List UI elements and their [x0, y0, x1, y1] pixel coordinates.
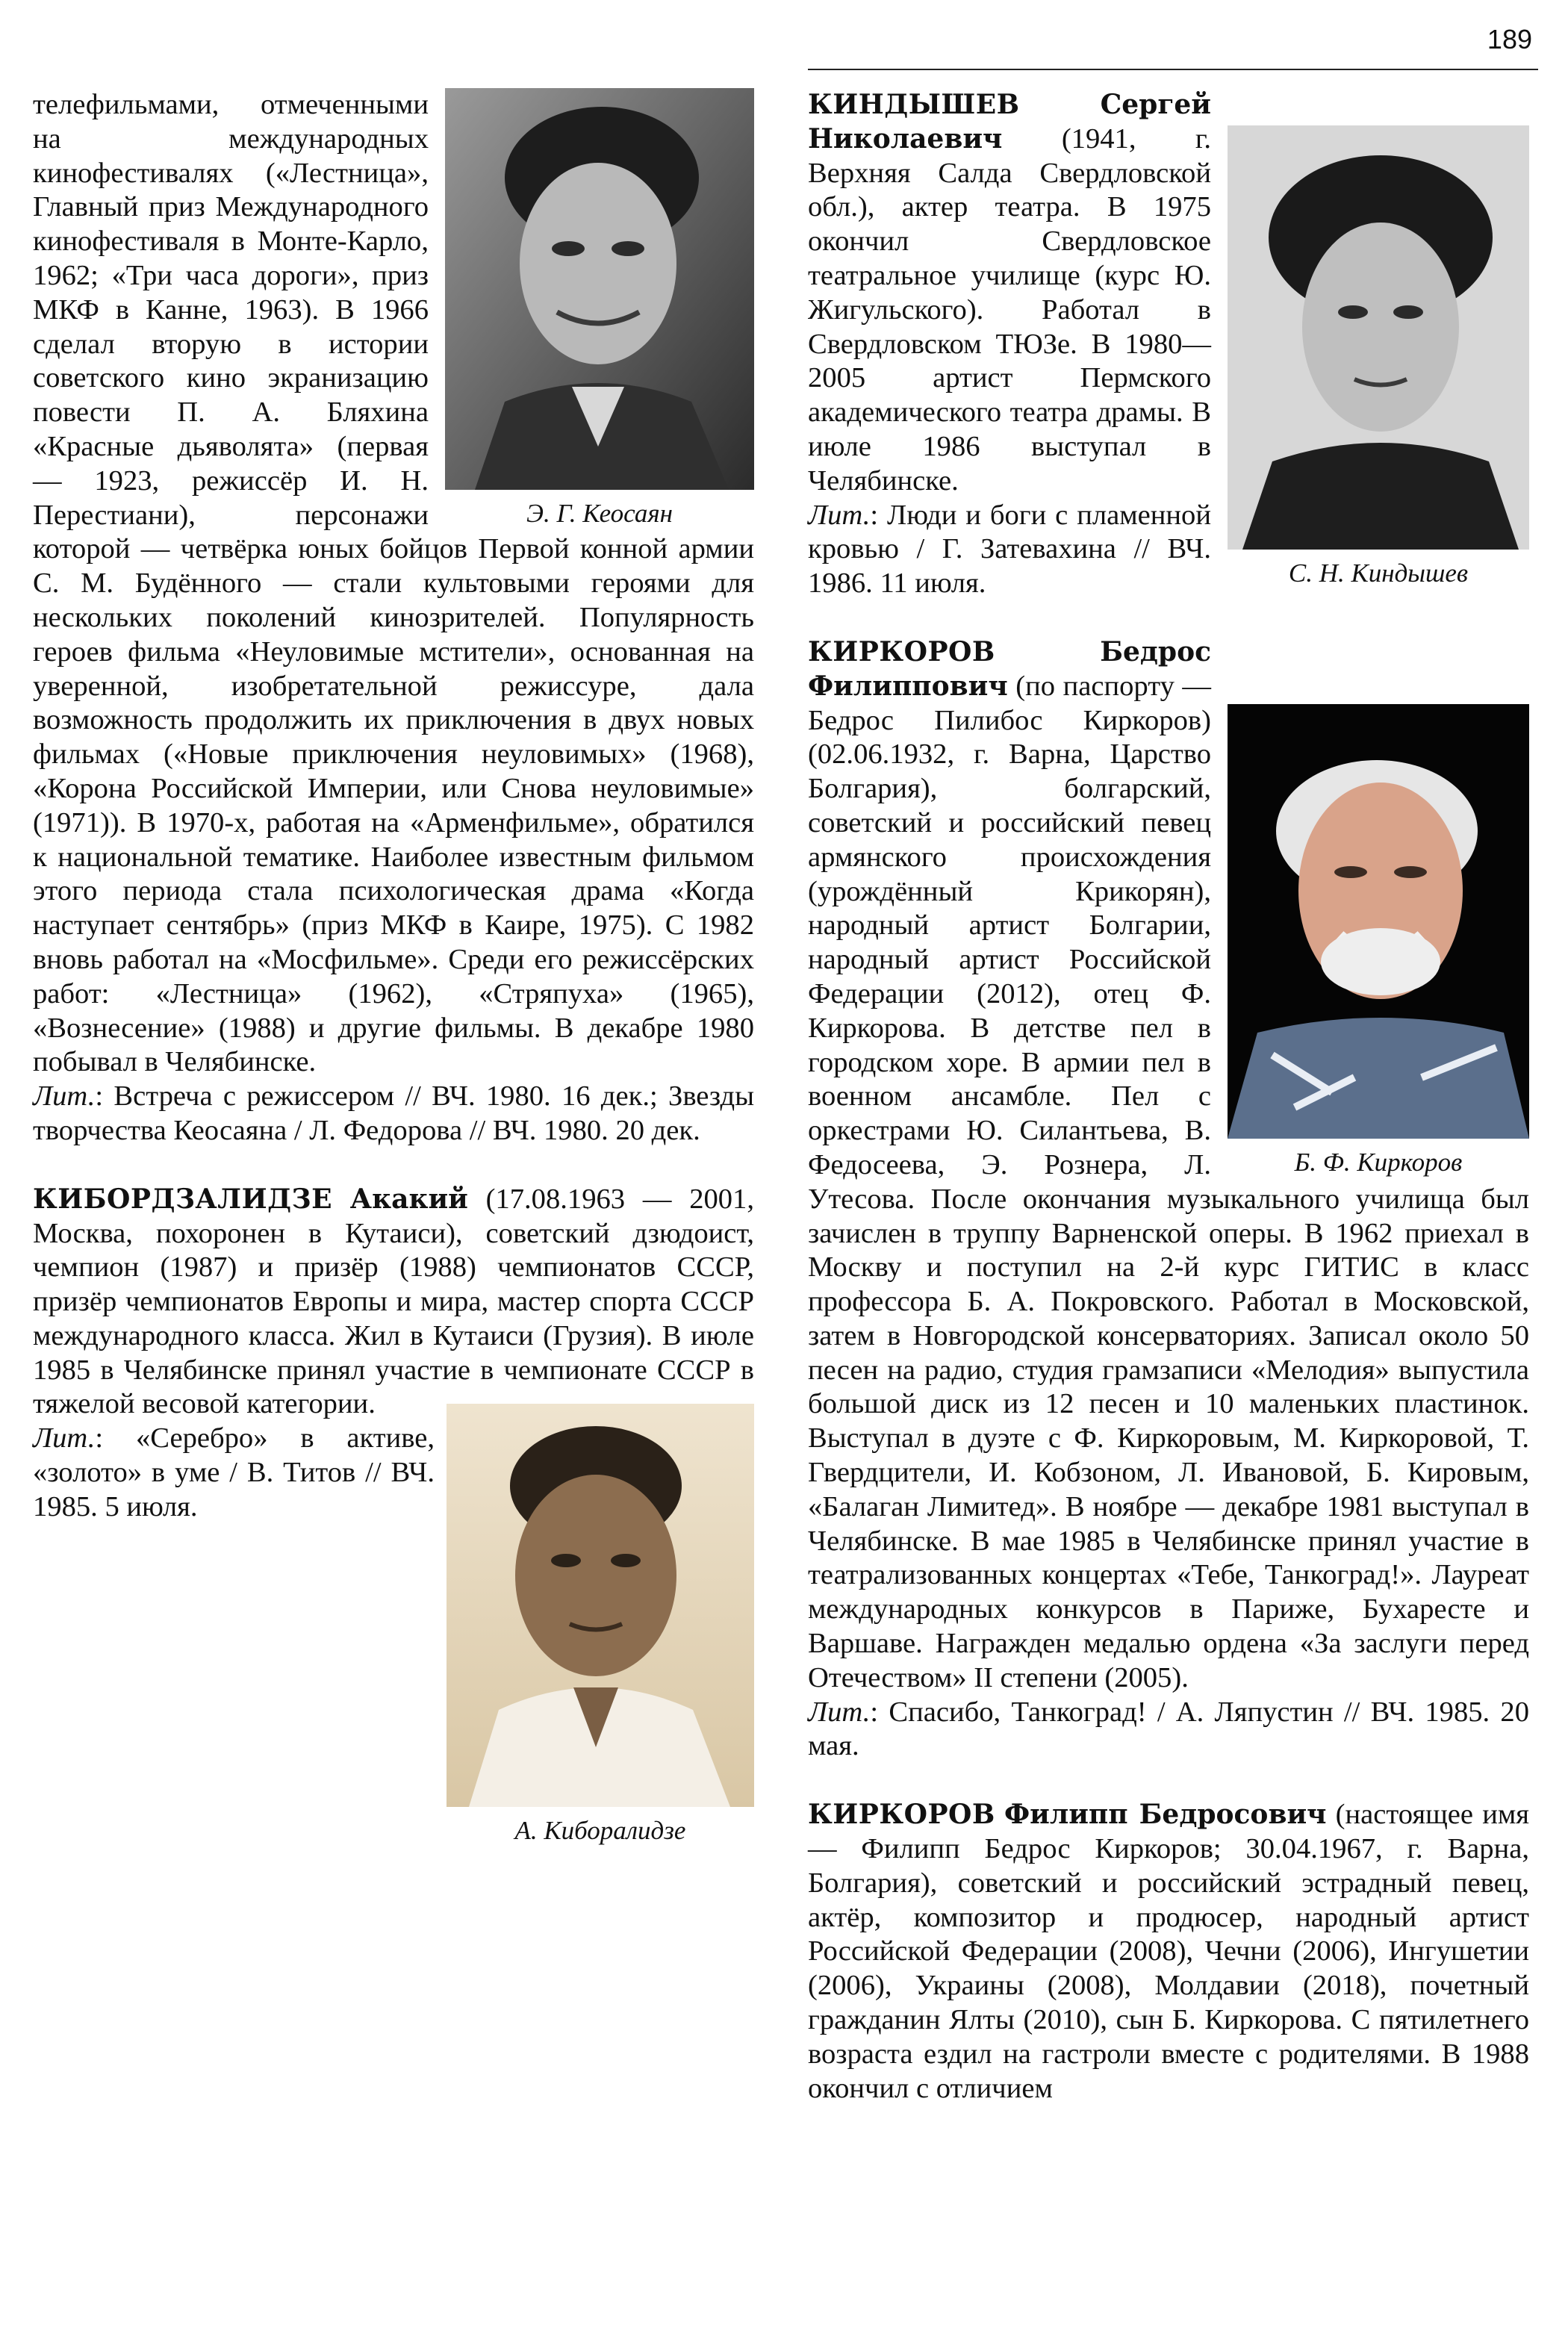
kirkorov-filipp-entry	[808, 1798, 1529, 2106]
kibordzalidze-given-name: Акакий	[349, 1183, 468, 1215]
kibordzalidze-intro-text: (17.08.1963 — 2001, Москва, похоронен в Кутаиси), советский дзюдоист, чемпион (1987) и призёр (1988) чемпионатов СССР, призёр чемпионатов Европы и мира, мастер спорта СССР международного класса. Жил в Кутаиси (Грузия). В июле 1985 в Челябинске принял участие в чемпионате СССР в тяжелой весовой категории.	[33, 1183, 754, 1420]
kindyshev-given-name: Сергей Николаевич	[808, 89, 1211, 155]
kirkorov-bedros-figure	[1228, 704, 1529, 1179]
kibordzalidze-surname: КИБОРДЗАЛИДЗЕ	[33, 1183, 333, 1215]
lit-label: Лит.	[33, 1422, 96, 1455]
left-column	[33, 88, 754, 1422]
kibordzalidze-entry	[33, 1183, 754, 1422]
kirkorov-bedros-surname: КИРКОРОВ	[808, 635, 995, 668]
kindyshev-figure	[1228, 125, 1529, 590]
kibordzalidze-literature	[33, 1422, 435, 1524]
lit-label: Лит.	[33, 1080, 96, 1113]
kirkorov-filipp-given-name: Филипп Бедросович	[1004, 1799, 1327, 1831]
kindyshev-photo	[1228, 125, 1529, 550]
keosayan-lit-text: : Встреча с режиссером // ВЧ. 1980. 16 дек.; Звезды творчества Кеосаяна / Л. Федорова // ВЧ. 1980. 20 дек.	[33, 1080, 754, 1146]
lit-label: Лит.	[808, 1696, 871, 1728]
kirkorov-bedros-literature	[808, 1696, 1529, 1764]
lit-label: Лит.	[808, 499, 871, 531]
kindyshev-text: (1941, г. Верхняя Салда Свердловской обл.), актер театра. В 1975 окончил Свердловское театральное училище (курс Ю. Жигульского). Работал в Свердловском ТЮЗе. В 1980—2005 артист Пермского академического театра драмы. В июле 1986 выступал в Челябинске.	[808, 122, 1211, 497]
right-column	[808, 88, 1529, 2106]
kirkorov-filipp-surname: КИРКОРОВ	[808, 1799, 995, 1831]
page-number: 189	[1487, 24, 1532, 55]
spacer	[33, 1148, 754, 1183]
keosayan-figure	[445, 88, 754, 530]
kirkorov-bedros-photo	[1228, 704, 1529, 1139]
kibordzalidze-photo	[447, 1404, 754, 1807]
header-rule	[808, 69, 1538, 70]
keosayan-photo	[445, 88, 754, 490]
spacer	[808, 601, 1529, 635]
kibordzalidze-lit-text: : «Серебро» в активе, «золото» в уме / В. Титов // ВЧ. 1985. 5 июля.	[33, 1422, 435, 1522]
kirkorov-filipp-text: (настоящее имя — Филипп Бедрос Киркоров; 30.04.1967, г. Варна, Болгария), советский и российский эстрадный певец, актёр, композитор и продюсер, народный артист Российской Федерации (2008), Чечни (2006), Ингушетии (2006), Украины (2008), Молдавии (2018), почетный гражданин Ялты (2010), сын Б. Киркорова. С пятилетнего возраста ездил на гастроли вместе с родителями. В 1988 окончил с отличием	[808, 1799, 1529, 2104]
kindyshev-lit-text: : Люди и боги с пламенной кровью / Г. Затевахина // ВЧ. 1986. 11 июля.	[808, 499, 1211, 600]
kirkorov-bedros-given-name: Бедрос Филиппович	[808, 635, 1211, 702]
keosayan-entry-text: телефильмами, отмеченными на международных кинофестивалях («Лестница», Главный приз Международного кинофестиваля в Монте-Карло, 1962; «Три часа дороги», приз МКФ в Канне, 1963). В 1966 сделал вторую в истории советского кино экранизацию повести П. А. Бляхина «Красные дьяволята» (первая — 1923, режиссёр И. Н. Перестиани), персонажи которой — четвёрка юных бойцов Первой конной армии С. М. Будённого — стали культовыми героями для нескольких поколений кинозрителей. Популярность героев фильма «Неуловимые мстители», основанная на уверенной, изобретательной режиссуре, дала возможность продолжить их приключения в двух новых фильмах («Новые приключения неуловимых» (1968), «Корона Российской Империи, или Снова неуловимые» (1971)). В 1970-х, работая на «Арменфильме», обратился к национальной тематике. Наиболее известным фильмом этого периода стала психологическая драма «Когда наступает сентябрь» (приз МКФ в Каире, 1975). С 1982 вновь работал на «Мосфильме». Среди его режиссёрских работ: «Лестница» (1962), «Стряпуха» (1965), «Вознесение» (1988) и другие фильмы. В декабре 1980 побывал в Челябинске.	[33, 89, 754, 1078]
spacer	[808, 1764, 1529, 1798]
keosayan-photo-caption: Э. Г. Кеосаян	[526, 499, 673, 528]
kirkorov-bedros-photo-caption: Б. Ф. Киркоров	[1294, 1147, 1463, 1177]
kindyshev-surname: КИНДЫШЕВ	[808, 89, 1020, 120]
kibordzalidze-figure	[447, 1404, 754, 1847]
kindyshev-photo-caption: С. Н. Киндышев	[1288, 559, 1469, 588]
kirkorov-bedros-lit-text: : Спасибо, Танкоград! / А. Ляпустин // ВЧ. 1985. 20 мая.	[808, 1696, 1529, 1762]
kirkorov-bedros-text: (по паспорту — Бедрос Пилибос Киркоров) (02.06.1932, г. Варна, Царство Болгария), болгарский, советский и российский певец армянского происхождения (урождённый Крикорян), народный артист Болгарии, народный артист Российской Федерации (2012), отец Ф. Киркорова. В детстве пел в городском хоре. В армии пел в военном ансамбле. Пел с оркестрами Ю. Силантьева, В. Федосеева, Э. Рознера, Л. Утесова. После окончания музыкального училища был зачислен в труппу Варненской оперы. В 1962 приехал в Москву и поступил на 2-й курс ГИТИС в класс профессора Б. А. Покровского. Работал в Московской, затем в Новгородской консерваториях. Записал около 50 песен на радио, студия грамзаписи «Мелодия» выпустила большой диск из 12 песен и 10 маленьких пластинок. Выступал в дуэте с Ф. Киркоровым, М. Киркоровой, Т. Гвердцители, И. Кобзоном, Л. Ивановой, Б. Кировым, «Балаган Лимитед». В ноябре — декабре 1981 выступал в Челябинске. В мае 1985 в Челябинске принял участие в театрализованных концертах «Тебе, Танкоград!». Лауреат международных конкурсов в Париже, Бухаресте и Варшаве. Награжден медалью ордена «За заслуги перед Отечеством» II степени (2005).	[808, 670, 1529, 1693]
kibordzalidze-continuation	[33, 1422, 435, 1524]
keosayan-literature	[33, 1080, 754, 1148]
kibordzalidze-photo-caption: А. Киборалидзе	[514, 1816, 686, 1845]
